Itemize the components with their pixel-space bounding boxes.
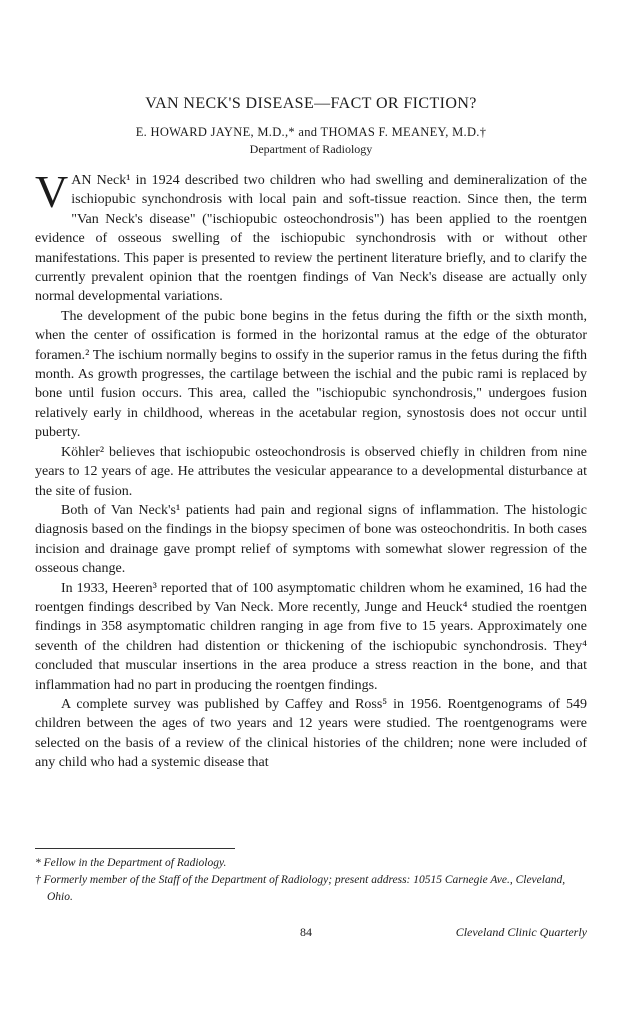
footnote-formerly: † Formerly member of the Staff of the Department of Radiology; present address: 10515 Carnegie Ave., Cleveland, Ohio. xyxy=(35,874,566,903)
article xyxy=(35,95,587,773)
paragraph-4: Both of Van Neck's¹ patients had pain and regional signs of inflammation. The histologic diagnosis based on the findings in the biopsy specimen of bone was osteochondritis. In both cases incision and drainage gave prompt relief of symptoms with somewhat slower regression of the osseous change. xyxy=(35,502,587,577)
footnote-rule xyxy=(35,848,235,849)
paragraph-1-text: AN Neck¹ in 1924 described two children who had swelling and demineralization of the ischiopubic synchondrosis with local pain and soft-tissue reaction. Since then, the term "Van Neck's disease" ("ischiopubic osteochondrosis") has been applied to the roentgen evidence of osseous swelling of the ischiopubic synchondrosis with or without other manifestations. This paper is presented to review the pertinent literature briefly, and to clarify the currently prevalent opinion that the roentgen findings of Van Neck's disease are actually only normal developmental variations. xyxy=(35,173,587,305)
paragraph-1 xyxy=(35,166,587,307)
paragraph-5: In 1933, Heeren³ reported that of 100 asymptomatic children whom he examined, 16 had the roentgen findings described by Van Neck. More recently, Junge and Heuck⁴ studied the roentgen findings in 358 asymptomatic children ranging in age from five to 15 years. Approximately one seventh of the children had distention or thickening of the ischiopubic synchondrosis. They⁴ concluded that muscular insertions in the area produce a stress reaction in the bone, and that inflammation had no part in producing the roentgen findings. xyxy=(35,580,587,693)
article-department: Department of Radiology xyxy=(249,142,373,156)
journal-name: Cleveland Clinic Quarterly xyxy=(455,925,587,939)
paragraph-3: Köhler² believes that ischiopubic osteochondrosis is observed chiefly in children from nine years to 12 years of age. He attributes the vesicular appearance to a developmental disturbance at the site of fusion. xyxy=(35,444,587,499)
footnote-fellow: * Fellow in the Department of Radiology. xyxy=(35,857,227,869)
page-number: 84 xyxy=(300,925,312,939)
drop-cap: V xyxy=(35,166,69,217)
paragraph-6: A complete survey was published by Caffey and Ross⁵ in 1956. Roentgenograms of 549 children between the ages of two years and 12 years were studied. The roentgenograms were selected on the basis of a review of the clinical histories of the children; none were included of any child who had a systemic disease that xyxy=(35,696,587,771)
article-title: VAN NECK'S DISEASE—FACT OR FICTION? xyxy=(145,95,477,112)
article-authors: E. HOWARD JAYNE, M.D.,* and THOMAS F. MEANEY, M.D.† xyxy=(135,125,487,139)
footnotes xyxy=(35,848,587,906)
paragraph-2: The development of the pubic bone begins in the fetus during the fifth or the sixth month, when the center of ossification is formed in the horizontal ramus at the edge of the obturator foramen.² The ischium normally begins to ossify in the superior ramus in the fetus during the fifth month. As growth progresses, the cartilage between the ischial and the pubic rami is replaced by bone until fusion occurs. This area, called the "ischiopubic synchondrosis," undergoes fusion relatively early in childhood, whereas in the acetabular region, synostosis does not occur until puberty. xyxy=(35,308,587,441)
article-body xyxy=(35,166,587,773)
